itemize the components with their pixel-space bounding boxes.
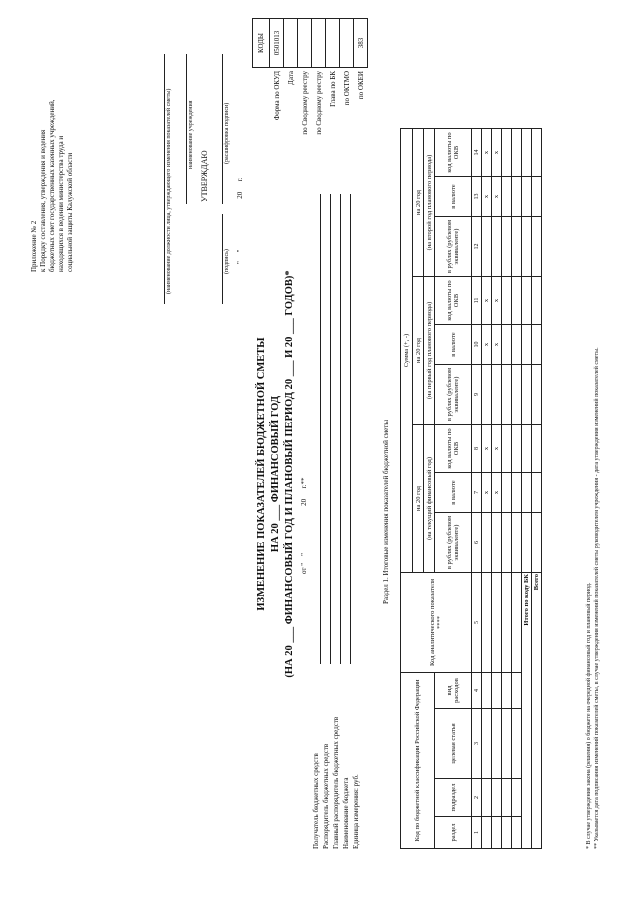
- period-year: на 20 год: [413, 277, 424, 425]
- col-currency-code: код валюты по ОКВ: [435, 277, 472, 325]
- cell[interactable]: [502, 573, 512, 673]
- table-row: [482, 129, 492, 849]
- col-number: 10: [472, 325, 482, 365]
- field-manager: Распорядитель бюджетных средств: [322, 743, 330, 849]
- col-rubles: в рублях (рублевом эквиваленте): [435, 217, 472, 277]
- total-row: [532, 129, 542, 849]
- cell[interactable]: [522, 365, 532, 425]
- table-row: [492, 129, 502, 849]
- cell[interactable]: [502, 177, 512, 217]
- approval-title: УТВЕРЖДАЮ: [200, 150, 209, 202]
- col-number: 14: [472, 129, 482, 177]
- signature-caption: (подпись): [224, 249, 230, 274]
- code-value[interactable]: [326, 19, 340, 68]
- footnote: * В случае утверждения закона (решения) о бюджете на очередной финансовый год и плановый период.: [586, 582, 592, 849]
- decode-caption: (расшифровка подписи): [224, 102, 230, 164]
- cell[interactable]: [502, 513, 512, 573]
- cell[interactable]: [532, 217, 542, 277]
- appendix-line: находящихся в ведении министерства труда и: [57, 135, 65, 272]
- col-currency-code: код валюты по ОКВ: [435, 425, 472, 473]
- cell[interactable]: [492, 673, 502, 709]
- cell[interactable]: [512, 709, 522, 779]
- x-mark: x: [492, 425, 502, 473]
- field-budget-name: Наименование бюджета: [342, 777, 350, 849]
- cell[interactable]: [482, 365, 492, 425]
- x-mark: x: [492, 129, 502, 177]
- code-label: по Сводному реестру: [314, 71, 323, 135]
- cell[interactable]: [502, 277, 512, 325]
- period-sub: (на первый год планового периода): [424, 277, 435, 425]
- cell[interactable]: [512, 513, 522, 573]
- signature-line: [222, 214, 223, 304]
- col-number: 3: [472, 709, 482, 779]
- table-row: [502, 129, 512, 849]
- appendix-line: Приложение № 2: [30, 220, 38, 272]
- cell[interactable]: [512, 473, 522, 513]
- code-label: по ОКТМО: [342, 71, 351, 106]
- changes-table: [400, 128, 542, 849]
- code-label: Дата: [286, 71, 295, 85]
- x-mark: x: [492, 277, 502, 325]
- institution-line: [186, 54, 187, 204]
- col-number: 11: [472, 277, 482, 325]
- footnote: ** Указывается дата подписания изменений показателей сметы, в случае утверждения изменений показателей сметы руководителем учреждения - дата утверждения изменений показателей сметы.: [594, 347, 600, 849]
- cell[interactable]: [522, 325, 532, 365]
- x-mark: x: [492, 473, 502, 513]
- cell[interactable]: [532, 177, 542, 217]
- position-line: [164, 54, 165, 304]
- field-chief-manager: Главный распорядитель бюджетных средств: [332, 716, 340, 849]
- x-mark: x: [482, 425, 492, 473]
- cell[interactable]: [532, 129, 542, 177]
- period-sub: (на текущий финансовый год): [424, 425, 435, 573]
- col-number: 4: [472, 673, 482, 709]
- cell[interactable]: [482, 673, 492, 709]
- col-number: 12: [472, 217, 482, 277]
- cell[interactable]: [522, 425, 532, 473]
- cell[interactable]: [522, 177, 532, 217]
- analytic-header: Код аналитического показателя ****: [401, 573, 472, 673]
- cell[interactable]: [502, 673, 512, 709]
- x-mark: x: [482, 277, 492, 325]
- cell[interactable]: [512, 325, 522, 365]
- cell[interactable]: [532, 425, 542, 473]
- col-number: 9: [472, 365, 482, 425]
- code-value[interactable]: 0501013: [270, 19, 284, 68]
- code-label: по Сводному реестру: [300, 71, 309, 135]
- cell[interactable]: [482, 817, 492, 849]
- code-value[interactable]: [312, 19, 326, 68]
- col-number: 13: [472, 177, 482, 217]
- title-line-2: НА 20 ___ ФИНАНСОВЫЙ ГОД: [270, 395, 281, 553]
- footnotes: [585, 29, 601, 849]
- title-line-1: ИЗМЕНЕНИЕ ПОКАЗАТЕЛЕЙ БЮДЖЕТНОЙ СМЕТЫ: [256, 337, 267, 611]
- appendix-line: к Порядку составления, утверждения и ведения: [39, 129, 47, 272]
- codes-header: КОДЫ: [253, 19, 270, 68]
- cell[interactable]: [512, 425, 522, 473]
- codes-table: [252, 18, 368, 184]
- sum-header: Сумма (+, -): [401, 129, 413, 573]
- col-currency: в валюте: [435, 473, 472, 513]
- appendix-line: социальной защиты Калужской области: [66, 152, 74, 272]
- cell[interactable]: [502, 779, 512, 817]
- cell[interactable]: [492, 573, 502, 673]
- cell[interactable]: [532, 513, 542, 573]
- cell[interactable]: [502, 817, 512, 849]
- cell[interactable]: [512, 365, 522, 425]
- period-sub: (на второй год планового периода): [424, 129, 435, 277]
- col-currency-code: код валюты по ОКВ: [435, 129, 472, 177]
- position-caption: (наименование должности лица, утверждающего изменения показателей сметы): [166, 88, 172, 294]
- appendix-line: бюджетных смет государственных казенных учреждений,: [48, 99, 56, 272]
- cell[interactable]: [482, 573, 492, 673]
- cell[interactable]: [522, 473, 532, 513]
- cell[interactable]: [532, 325, 542, 365]
- cell[interactable]: [512, 817, 522, 849]
- period-year: на 20 год: [413, 129, 424, 277]
- cell[interactable]: [482, 217, 492, 277]
- bk-header: Код по бюджетной классификации Российской Федерации: [401, 673, 435, 849]
- cell[interactable]: [492, 709, 502, 779]
- cell[interactable]: [492, 779, 502, 817]
- cell[interactable]: [522, 513, 532, 573]
- cell[interactable]: [532, 473, 542, 513]
- bk-col-subsection: подраздел: [435, 779, 472, 817]
- cell[interactable]: [492, 365, 502, 425]
- decode-line: [222, 54, 223, 204]
- cell[interactable]: [502, 473, 512, 513]
- x-mark: x: [482, 129, 492, 177]
- cell[interactable]: [502, 129, 512, 177]
- bk-col-expense-type: вид расходов: [435, 673, 472, 709]
- section-title: Раздел 1. Итоговые изменения показателей бюджетной сметы: [382, 419, 390, 604]
- document-title: [255, 244, 297, 704]
- cell[interactable]: [482, 779, 492, 817]
- cell[interactable]: [512, 217, 522, 277]
- code-label: Форма по ОКУД: [272, 71, 281, 121]
- field-recipient: Получатель бюджетных средств: [312, 753, 320, 849]
- cell[interactable]: [512, 779, 522, 817]
- col-number: 1: [472, 817, 482, 849]
- cell[interactable]: [482, 709, 492, 779]
- institution-caption: наименование учреждения: [188, 100, 194, 169]
- x-mark: x: [482, 473, 492, 513]
- col-number: 2: [472, 779, 482, 817]
- cell[interactable]: [512, 277, 522, 325]
- col-rubles: в рублях (рублевом эквиваленте): [435, 513, 472, 573]
- period-year: на 20 год: [413, 425, 424, 573]
- x-mark: x: [492, 177, 502, 217]
- appendix-block: [30, 52, 75, 272]
- bk-col-target: целевая статья: [435, 709, 472, 779]
- cell[interactable]: [482, 513, 492, 573]
- cell[interactable]: [502, 325, 512, 365]
- cell[interactable]: [492, 817, 502, 849]
- cell[interactable]: [502, 365, 512, 425]
- title-line-3: (НА 20 ___ ФИНАНСОВЫЙ ГОД И ПЛАНОВЫЙ ПЕРИОД 20 ___ И 20 ___ ГОДОВ)*: [284, 270, 295, 678]
- code-value[interactable]: 383: [354, 19, 368, 68]
- cell[interactable]: [492, 217, 502, 277]
- cell[interactable]: [512, 573, 522, 673]
- code-label: Глава по БК: [328, 71, 337, 107]
- col-number: 7: [472, 473, 482, 513]
- col-rubles: в рублях (рублевом эквиваленте): [435, 365, 472, 425]
- cell[interactable]: [522, 217, 532, 277]
- requisite-fields: [312, 659, 362, 849]
- code-value[interactable]: [340, 19, 354, 68]
- total-label: Всего: [532, 573, 542, 849]
- col-currency: в валюте: [435, 177, 472, 217]
- cell[interactable]: [512, 673, 522, 709]
- cell[interactable]: [522, 129, 532, 177]
- total-bk-row: [522, 129, 532, 849]
- col-number: 6: [472, 513, 482, 573]
- field-line: [320, 194, 321, 664]
- bk-col-section: раздел: [435, 817, 472, 849]
- field-line: [340, 194, 341, 664]
- table-row: [512, 129, 522, 849]
- total-bk-label: Итого по коду БК: [522, 573, 532, 849]
- approval-date: " " 20 г.: [236, 177, 244, 264]
- cell[interactable]: [532, 365, 542, 425]
- cell[interactable]: [502, 425, 512, 473]
- x-mark: x: [482, 325, 492, 365]
- cell[interactable]: [522, 277, 532, 325]
- field-line: [330, 194, 331, 664]
- code-value[interactable]: [284, 19, 298, 68]
- col-number: 8: [472, 425, 482, 473]
- cell[interactable]: [532, 277, 542, 325]
- cell[interactable]: [502, 709, 512, 779]
- col-number: 5: [472, 573, 482, 673]
- document-date: от " " 20 г.**: [300, 477, 308, 574]
- field-line: [350, 194, 351, 664]
- cell[interactable]: [512, 129, 522, 177]
- cell[interactable]: [502, 217, 512, 277]
- x-mark: x: [482, 177, 492, 217]
- x-mark: x: [492, 325, 502, 365]
- cell[interactable]: [492, 513, 502, 573]
- cell[interactable]: [512, 177, 522, 217]
- code-value[interactable]: [298, 19, 312, 68]
- col-currency: в валюте: [435, 325, 472, 365]
- field-unit: Единица измерения: руб.: [352, 774, 360, 849]
- code-label: по ОКЕИ: [356, 71, 365, 100]
